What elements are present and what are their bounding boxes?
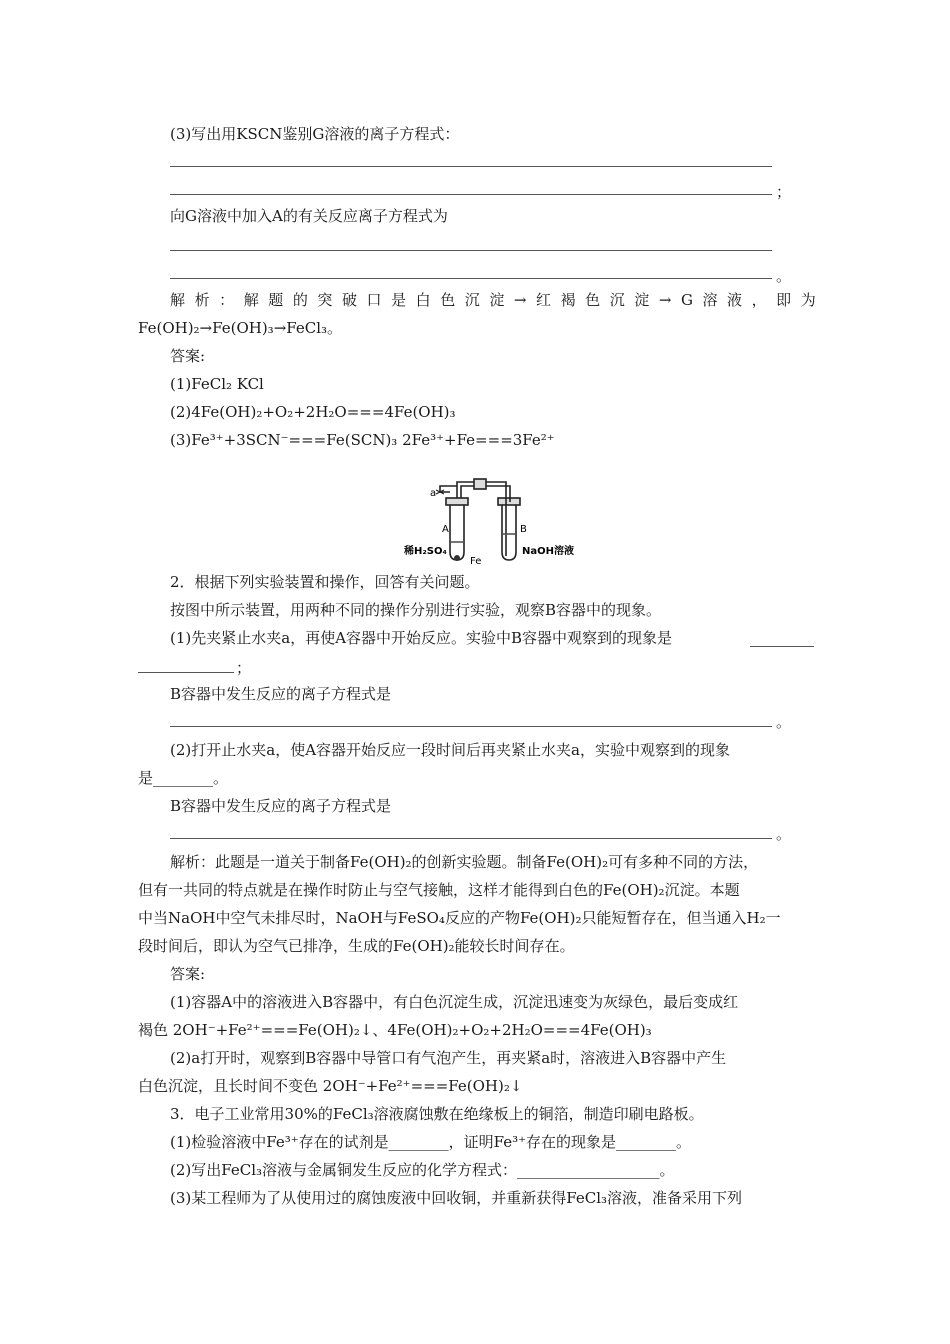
analysis-word: 析 (194, 291, 210, 309)
analysis-word: 溶 (702, 291, 718, 309)
answer-blank-line (170, 194, 772, 195)
q2-analysis-2: 但有一共同的特点就是在操作时防止与空气接触，这样才能得到白色的Fe(OH)₂沉淀。本题 (138, 881, 740, 899)
analysis-word: 沉 (464, 291, 480, 309)
q1-answer-2: (2)4Fe(OH)₂+O₂+2H₂O===4Fe(OH)₃ (170, 403, 456, 421)
label-A: A (442, 524, 449, 535)
q3-part2: (2)写出FeCl₃溶液与金属铜发生反应的化学方程式：___________________。 (170, 1161, 675, 1179)
q2-intro: 按图中所示装置，用两种不同的操作分别进行实验，观察B容器中的现象。 (170, 601, 662, 619)
analysis-word: 褐 (560, 291, 576, 309)
q1-answer-label: 答案: (170, 347, 206, 365)
analysis-word: 红 (536, 291, 552, 309)
analysis-word: G (680, 291, 693, 309)
analysis-word: 色 (440, 291, 456, 309)
answer-blank-line (170, 166, 772, 167)
label-acid: 稀H₂SO₄ (404, 546, 447, 557)
analysis-word: 液 (727, 291, 743, 309)
label-a: a (430, 488, 437, 499)
q2-answer-1b: 褐色 2OH⁻+Fe²⁺===Fe(OH)₂↓、4Fe(OH)₂+O₂+2H₂O===4Fe(OH)₃ (138, 1021, 652, 1039)
q2-part1-line2: B容器中发生反应的离子方程式是 (170, 685, 392, 703)
q1-analysis-line2: Fe(OH)₂→Fe(OH)₃→FeCl₃。 (138, 319, 343, 337)
punct-period: 。 (776, 825, 792, 843)
q2-answer-1a: (1)容器A中的溶液进入B容器中，有白色沉淀生成，沉淀迅速变为灰绿色，最后变成红 (170, 993, 739, 1011)
q2-answer-2a: (2)a打开时，观察到B容器中导管口有气泡产生，再夹紧a时，溶液进入B容器中产生 (170, 1049, 727, 1067)
punct-period: 。 (776, 267, 792, 285)
q2-answer-2b: 白色沉淀，且长时间不变色 2OH⁻+Fe²⁺===Fe(OH)₂↓ (138, 1077, 523, 1095)
q2-analysis-3: 中当NaOH中空气未排尽时，NaOH与FeSO₄反应的产物Fe(OH)₂只能短暂存在，但当通入H₂一 (138, 909, 781, 927)
analysis-word: → (513, 291, 527, 309)
punct-semicolon: ； (776, 183, 792, 201)
q2-answer-label: 答案: (170, 965, 206, 983)
q3-part3: (3)某工程师为了从使用过的腐蚀废液中回收铜，并重新获得FeCl₃溶液，准备采用下列 (170, 1189, 743, 1207)
analysis-word: ： (219, 291, 235, 309)
punct-semicolon: ； (236, 659, 252, 677)
iron-piece-icon (454, 555, 460, 561)
analysis-word: 突 (317, 291, 333, 309)
q1-analysis-line1 (170, 290, 816, 310)
q1-answer-1: (1)FeCl₂ KCl (170, 375, 264, 393)
analysis-word: 即 (776, 291, 792, 309)
q1-answer-3: (3)Fe³⁺+3SCN⁻===Fe(SCN)₃ 2Fe³⁺+Fe===3Fe²⁺ (170, 431, 555, 449)
q2-title: 2．根据下列实验装置和操作，回答有关问题。 (170, 573, 480, 591)
analysis-word: 是 (391, 291, 407, 309)
answer-blank-line (170, 726, 772, 727)
analysis-word: 解 (170, 291, 186, 309)
analysis-word: 沉 (609, 291, 625, 309)
label-fe: Fe (470, 556, 482, 567)
q1-part3-prompt2: 向G溶液中加入A的有关反应离子方程式为 (170, 207, 448, 225)
q2-part2-line1: (2)打开止水夹a，使A容器开始反应一段时间后再夹紧止水夹a，实验中观察到的现象 (170, 741, 730, 759)
apparatus-figure (404, 472, 610, 567)
q2-analysis-1: 解析：此题是一道关于制备Fe(OH)₂的创新实验题。制备Fe(OH)₂可有多种不同的方法， (170, 853, 759, 871)
analysis-word: 色 (585, 291, 601, 309)
q3-title: 3．电子工业常用30%的FeCl₃溶液腐蚀敷在绝缘板上的铜箔，制造印刷电路板。 (170, 1105, 704, 1123)
q2-part2-line3: B容器中发生反应的离子方程式是 (170, 797, 392, 815)
analysis-word: 淀 (489, 291, 505, 309)
analysis-word: 的 (292, 291, 308, 309)
q2-part2-line2: 是________。 (138, 769, 229, 787)
q2-part1-line1: (1)先夹紧止水夹a，再使A容器中开始反应。实验中B容器中观察到的现象是 (170, 629, 673, 647)
punct-period: 。 (776, 713, 792, 731)
analysis-word: 白 (415, 291, 431, 309)
analysis-word: 破 (341, 291, 357, 309)
q2-analysis-4: 段时间后，即认为空气已排净，生成的Fe(OH)₂能较长时间存在。 (138, 937, 575, 955)
label-B: B (520, 524, 527, 535)
analysis-word: 为 (800, 291, 816, 309)
answer-blank-line (138, 672, 234, 673)
analysis-word: 解 (243, 291, 259, 309)
q3-part1: (1)检验溶液中Fe³⁺存在的试剂是________，证明Fe³⁺存在的现象是________。 (170, 1133, 692, 1151)
analysis-word: 淀 (634, 291, 650, 309)
analysis-word: ， (751, 291, 767, 309)
q1-part3-prompt: (3)写出用KSCN鉴别G溶液的离子方程式： (170, 125, 460, 143)
answer-blank-line (750, 646, 814, 647)
analysis-word: → (658, 291, 672, 309)
analysis-word: 口 (366, 291, 382, 309)
label-naoh: NaOH溶液 (522, 546, 574, 557)
answer-blank-line (170, 838, 772, 839)
answer-blank-line (170, 250, 772, 251)
answer-blank-line (170, 278, 772, 279)
analysis-word: 题 (268, 291, 284, 309)
